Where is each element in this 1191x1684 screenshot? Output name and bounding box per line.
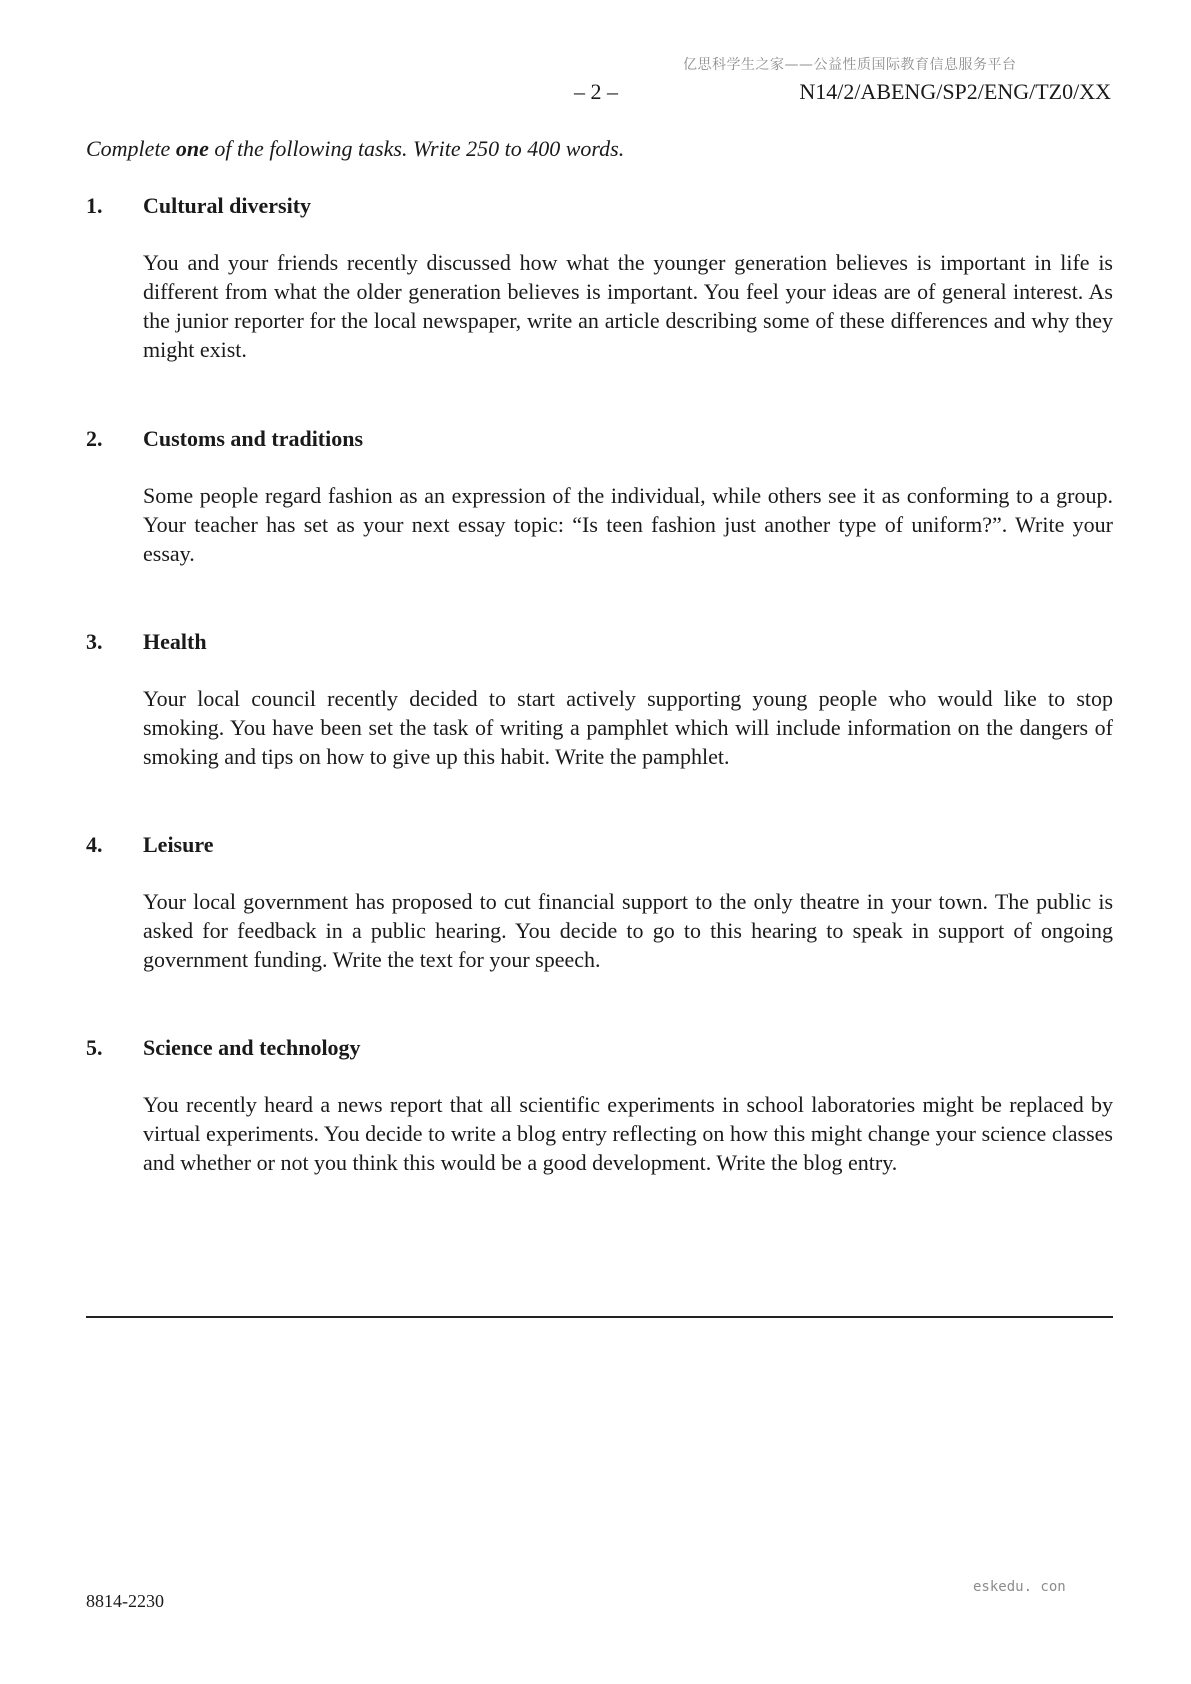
task-number: 2.	[86, 426, 103, 451]
footer-watermark: eskedu. con	[973, 1579, 1066, 1595]
task-number: 3.	[86, 629, 103, 654]
instructions-prefix: Complete	[86, 136, 176, 161]
task-5	[86, 1033, 1113, 1177]
task-body: You and your friends recently discussed how what the younger generation believes is important in life is different from what the older generation believes is important. You feel your ideas are of general interest. As the junior reporter for the local newspaper, write an article describing some of these differences and why they might exist.	[143, 250, 1113, 362]
paper-code: N14/2/ABENG/SP2/ENG/TZ0/XX	[799, 79, 1111, 104]
task-4	[86, 830, 1113, 974]
task-heading	[86, 1033, 1113, 1063]
task-title: Science and technology	[143, 1035, 361, 1060]
task-title: Cultural diversity	[143, 193, 312, 218]
task-1	[86, 191, 1113, 364]
task-number: 4.	[86, 832, 103, 857]
task-2	[86, 424, 1113, 568]
task-body: You recently heard a news report that all scientific experiments in school laboratories might be replaced by virtual experiments. You decide to write a blog entry reflecting on how this might change your science classes and whether or not you think this would be a good development. Write the blog entry.	[143, 1092, 1113, 1175]
footer-code: 8814-2230	[86, 1591, 164, 1611]
task-heading	[86, 627, 1113, 657]
task-heading	[86, 830, 1113, 860]
task-number: 1.	[86, 193, 103, 218]
task-title: Customs and traditions	[143, 426, 364, 451]
task-title: Health	[143, 629, 207, 654]
instructions-emphasis: one	[175, 136, 209, 161]
task-3	[86, 627, 1113, 771]
task-title: Leisure	[143, 832, 214, 857]
task-heading	[86, 424, 1113, 454]
end-rule	[86, 1316, 1113, 1318]
task-body: Your local council recently decided to start actively supporting young people who would like to stop smoking. You have been set the task of writing a pamphlet which will include information on the dangers of smoking and tips on how to give up this habit. Write the pamphlet.	[143, 686, 1113, 769]
task-number: 5.	[86, 1035, 103, 1060]
page-number: – 2 –	[574, 79, 618, 104]
task-body: Some people regard fashion as an expression of the individual, while others see it as conforming to a group. Your teacher has set as your next essay topic: “Is teen fashion just another type of uniform?”. Write your essay.	[143, 483, 1113, 566]
header-watermark: 亿思科学生之家——公益性质国际教育信息服务平台	[683, 57, 1017, 73]
task-heading	[86, 191, 1113, 221]
instructions-suffix: of the following tasks. Write 250 to 400 words.	[208, 136, 625, 161]
task-body: Your local government has proposed to cut financial support to the only theatre in your town. The public is asked for feedback in a public hearing. You decide to go to this hearing to speak in support of ongoing government funding. Write the text for your speech.	[143, 889, 1113, 972]
instructions	[86, 136, 624, 162]
